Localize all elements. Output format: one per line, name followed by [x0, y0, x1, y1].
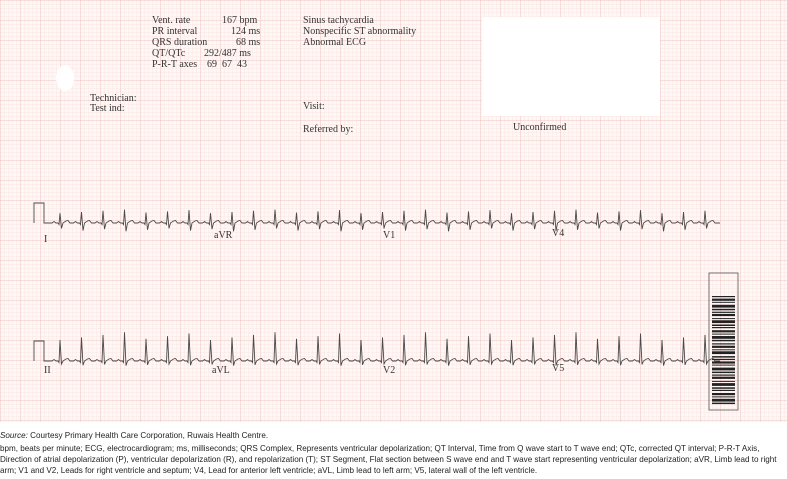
lead-label-avr: aVR	[214, 230, 233, 241]
technician-label: Technician:	[90, 93, 137, 104]
paper-hole-mark	[56, 65, 74, 91]
figure-caption	[0, 430, 787, 476]
source-line	[0, 430, 787, 441]
pr-interval-value: 124 ms	[231, 26, 261, 37]
vent-rate-label: Vent. rate	[152, 15, 191, 26]
interpretation-line-3: Abnormal ECG	[303, 37, 367, 48]
qt-qtc-value: 292/487 ms	[204, 48, 251, 59]
visit-label: Visit:	[303, 101, 325, 112]
test-ind-label: Test ind:	[90, 103, 125, 114]
lead-label-ii: II	[44, 365, 51, 376]
pr-interval-label: PR interval	[152, 26, 198, 37]
qrs-duration-label: QRS duration	[152, 37, 208, 48]
prt-axes-value: 69 67 43	[207, 59, 247, 70]
source-label: Source:	[0, 431, 28, 440]
unconfirmed-status: Unconfirmed	[513, 122, 567, 133]
lead-label-i: I	[44, 234, 48, 245]
prt-axes-label: P-R-T axes	[152, 59, 198, 70]
lead-label-v2: V2	[383, 365, 396, 376]
qrs-duration-value: 68 ms	[236, 37, 261, 48]
lead-label-v1: V1	[383, 230, 396, 241]
redacted-patient-box	[482, 17, 660, 116]
source-text: Courtesy Primary Health Care Corporation, Ruwais Health Centre.	[30, 431, 269, 440]
interpretation-line-2: Nonspecific ST abnormality	[303, 26, 417, 37]
abbreviation-legend: bpm, beats per minute; ECG, electrocardiogram; ms, milliseconds; QRS Complex, Represents ventricular depolarization; QT Interval, Time from Q wave start to T wave end; QTc, corrected QT interval; P-R-T Axis, Direction of atrial depolarization (P), ventricular depolarization (R), and repolarization (T); ST Segment, Flat section between S wave end and T wave start representing ventricular depolarization; aVR, Limb lead to right arm; V1 and V2, Leads for right ventricle and septum; V4, Lead for anterior left ventricle; aVL, Limb lead to left arm; V5, lateral wall of the left ventricle.	[0, 444, 777, 475]
vent-rate-value: 167 bpm	[222, 15, 258, 26]
lead-label-v5: V5	[552, 363, 565, 374]
lead-label-avl: aVL	[212, 365, 230, 376]
interpretation-line-1: Sinus tachycardia	[303, 15, 374, 26]
referred-by-label: Referred by:	[303, 124, 354, 135]
lead-label-v4: V4	[552, 228, 565, 239]
qt-qtc-label: QT/QTc	[152, 48, 186, 59]
